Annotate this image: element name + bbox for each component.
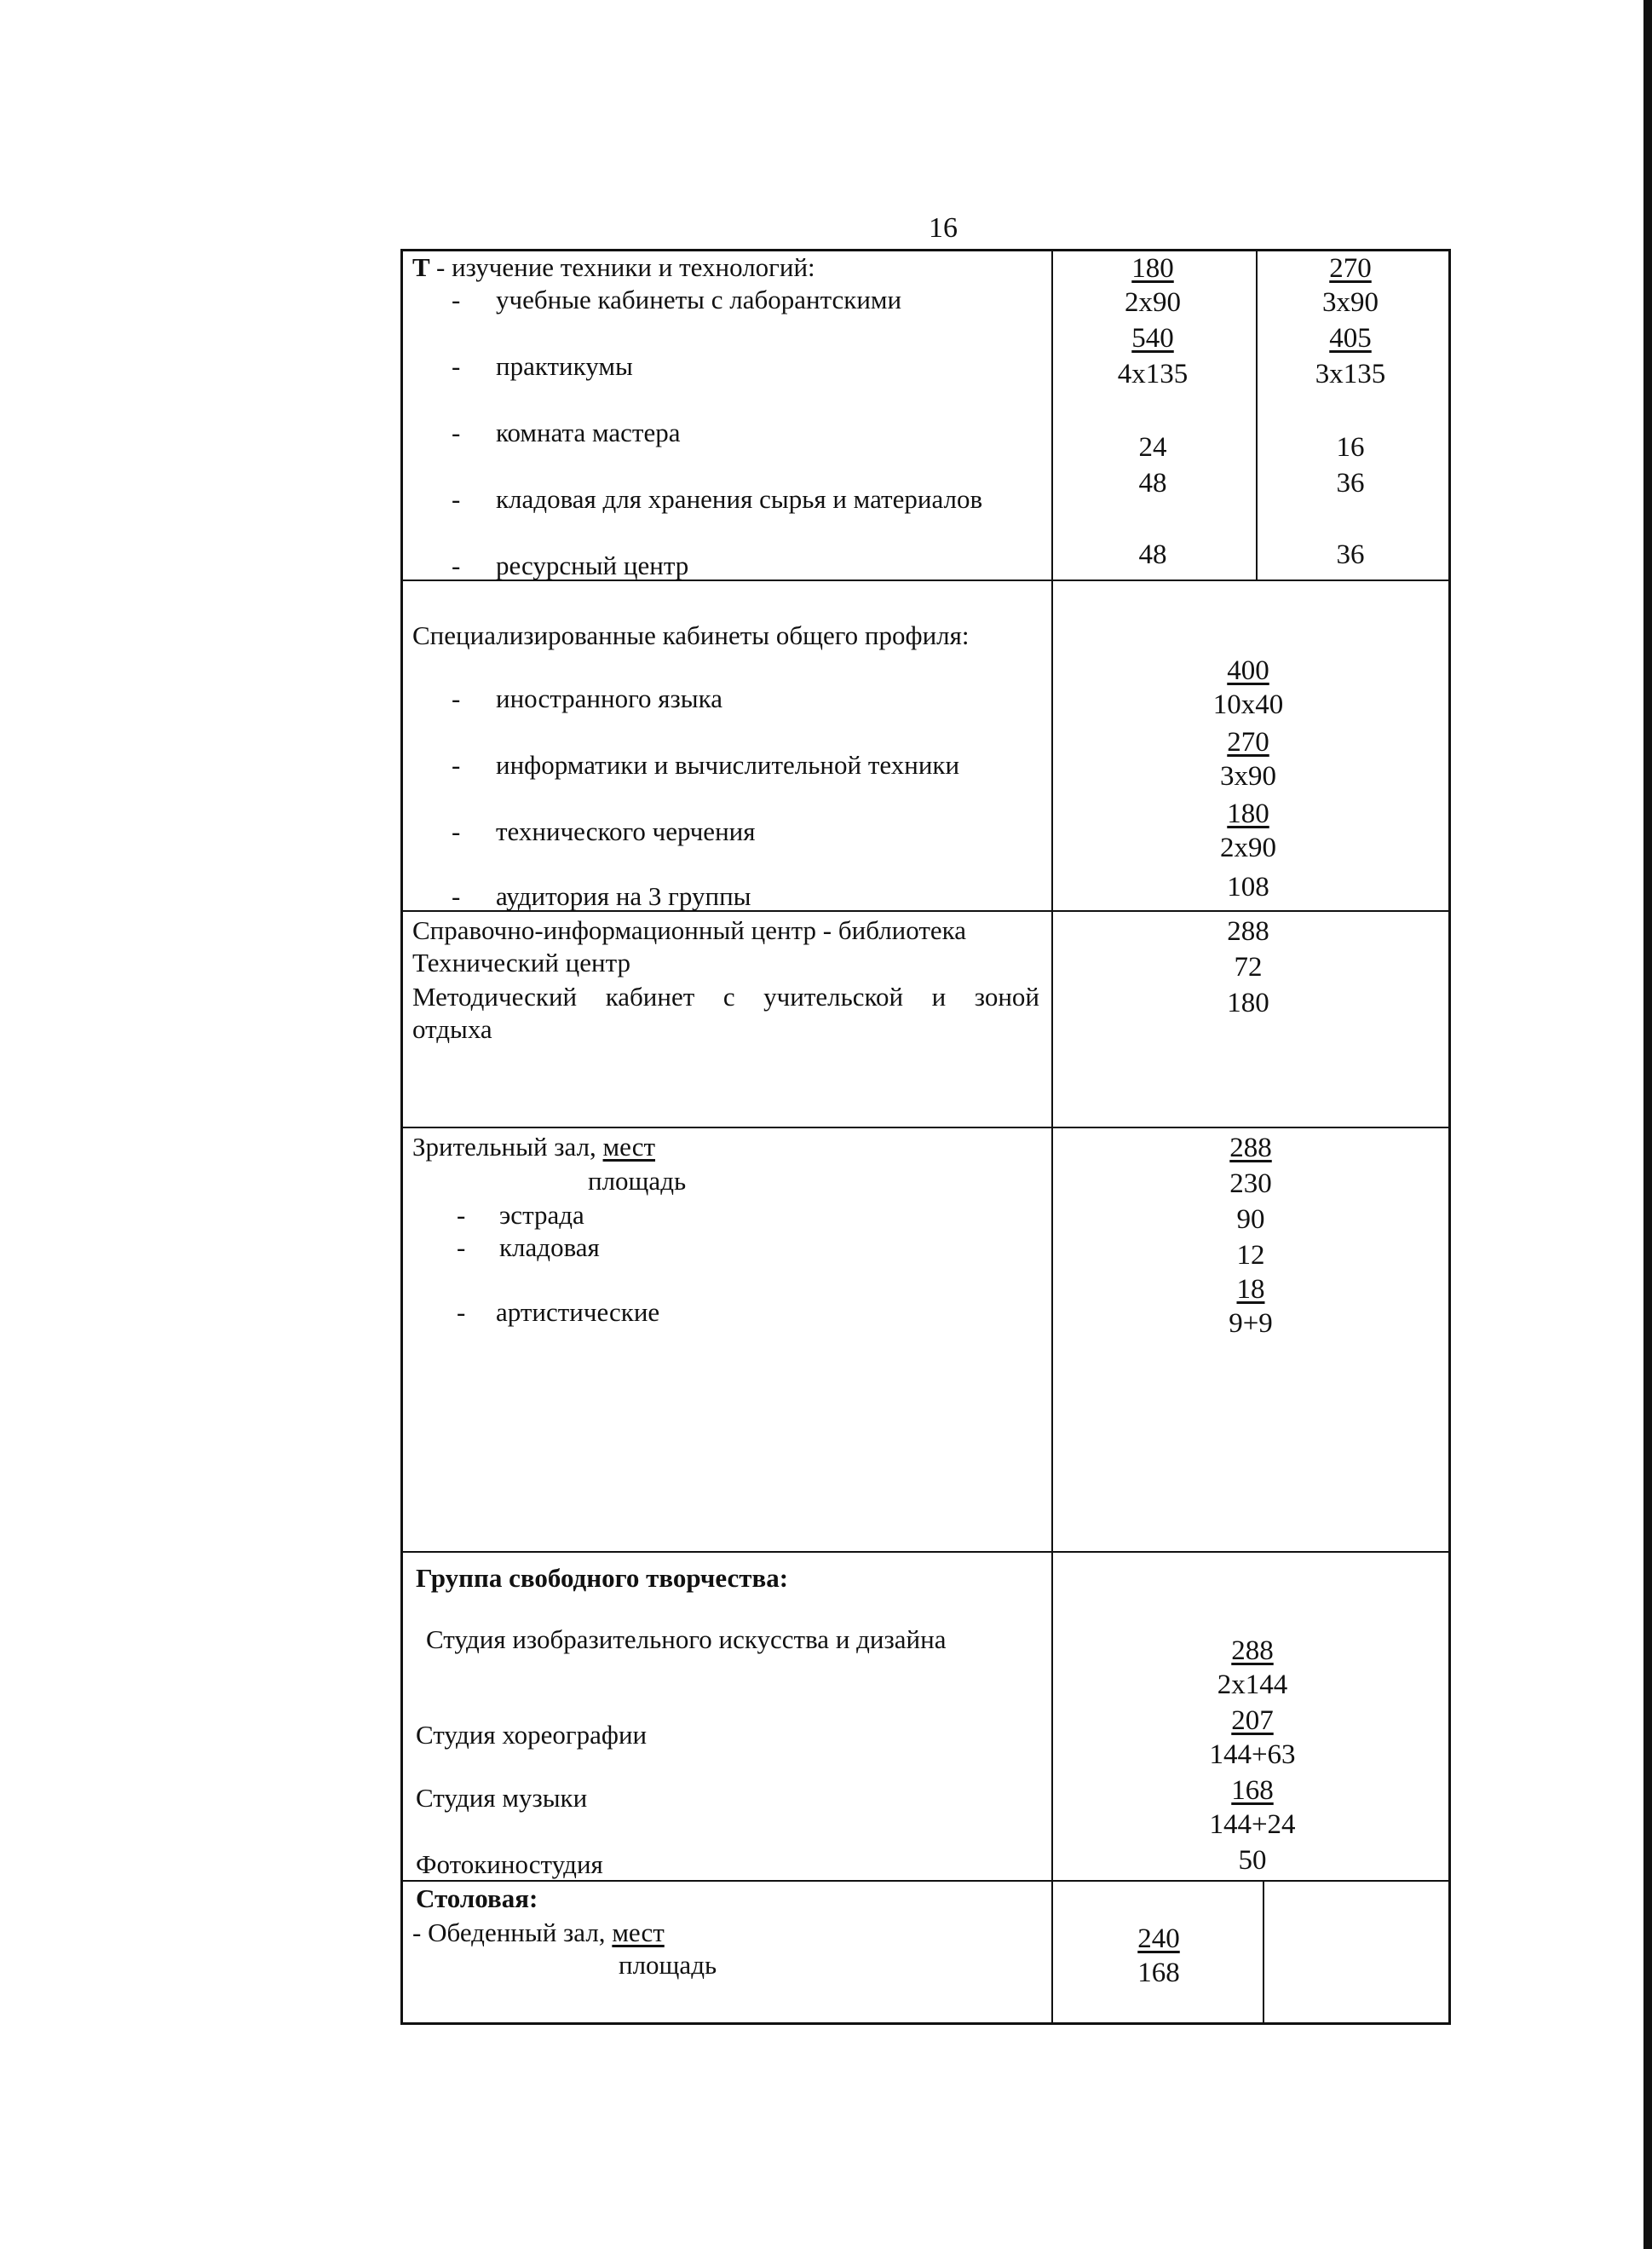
creative-item-top: 207 <box>1231 1705 1274 1736</box>
special-item-value: 108 <box>1227 872 1269 902</box>
t-item-label: учебные кабинеты с лаборантскими <box>496 285 902 314</box>
dash: - <box>452 881 461 911</box>
creative-title: Группа свободного творчества: <box>416 1563 789 1593</box>
canteen-hall-unit: мест <box>612 1917 665 1947</box>
library-v1: 288 <box>1227 916 1269 947</box>
t-item-c2: 36 <box>1336 539 1365 570</box>
special-item-bottom: 3x90 <box>1220 761 1276 792</box>
creative-item-label: Студия хореографии <box>416 1720 648 1750</box>
dash: - <box>452 484 461 514</box>
t-item-label: комната мастера <box>496 418 681 447</box>
canteen-title: Столовая: <box>416 1883 538 1913</box>
special-title: Специализированные кабинеты общего профиля: <box>412 620 970 650</box>
special-item-top: 400 <box>1227 655 1269 686</box>
special-item-label: технического черчения <box>496 816 756 846</box>
t-item-c2-bottom: 3x90 <box>1322 287 1379 318</box>
creative-item-top: 288 <box>1231 1635 1274 1666</box>
library-line1: Справочно-информационный центр - библиотека <box>412 915 967 945</box>
special-item-top: 270 <box>1227 727 1269 758</box>
t-item-label: ресурсный центр <box>496 551 689 580</box>
dash: - <box>452 285 461 314</box>
hall-title-text: Зрительный зал, <box>412 1132 596 1162</box>
creative-item-bottom: 144+24 <box>1209 1809 1296 1840</box>
creative-item-label: Студия музыки <box>416 1783 588 1813</box>
hall-v-art-bottom: 9+9 <box>1229 1308 1273 1339</box>
hall-v-store: 12 <box>1236 1240 1265 1271</box>
canteen-area-label: площадь <box>619 1950 717 1980</box>
canteen-hall <box>412 1917 665 1948</box>
hall-item-label: эстрада <box>499 1200 584 1230</box>
special-item-top: 180 <box>1227 799 1269 829</box>
hall-v-seats: 288 <box>1229 1133 1272 1163</box>
t-item-label: практикумы <box>496 351 633 381</box>
special-item-label: иностранного языка <box>496 683 722 713</box>
t-item-c1: 48 <box>1138 539 1167 570</box>
dash: - <box>457 1297 466 1327</box>
hall-v-stage: 90 <box>1236 1204 1265 1235</box>
special-item-label: аудитория на 3 группы <box>496 881 751 911</box>
dash: - <box>452 683 461 713</box>
dash: - <box>452 351 461 381</box>
hall-item-label: артистические <box>496 1297 660 1327</box>
special-item-bottom: 10x40 <box>1212 689 1284 720</box>
t-item-c2-bottom: 3x135 <box>1315 359 1386 389</box>
creative-item-bottom: 2x144 <box>1217 1669 1288 1700</box>
dash: - <box>452 418 461 447</box>
t-item-label: кладовая для хранения сырья и материалов <box>496 484 983 514</box>
page-number: 16 <box>929 212 958 244</box>
library-line2: Технический центр <box>412 948 631 977</box>
dash: - <box>452 816 461 846</box>
hall-v-art-top: 18 <box>1236 1274 1265 1305</box>
creative-item-label: Студия изобразительного искусства и дизайна <box>426 1624 947 1654</box>
t-item-c2: 36 <box>1336 468 1365 499</box>
library-line3b: отдыха <box>412 1014 492 1044</box>
canteen-v-seats: 240 <box>1137 1923 1180 1954</box>
t-item-c1: 24 <box>1138 432 1167 463</box>
t-item-c1-bottom: 2x90 <box>1125 287 1181 318</box>
canteen-hall-text: - Обеденный зал, <box>412 1917 606 1947</box>
special-item-bottom: 2x90 <box>1220 833 1276 863</box>
section-t-title: - изучение техники и технологий: <box>436 252 815 282</box>
section-t-letter: Т <box>412 252 430 282</box>
library-v2: 72 <box>1234 952 1263 983</box>
hall-v-area: 230 <box>1229 1168 1272 1199</box>
t-item-c1-bottom: 4x135 <box>1117 359 1189 389</box>
library-v3: 180 <box>1227 988 1269 1018</box>
scan-edge <box>1643 0 1652 2249</box>
creative-item-top: 168 <box>1231 1775 1274 1806</box>
hall-area-label: площадь <box>588 1166 687 1196</box>
special-item-label: информатики и вычислительной техники <box>496 750 960 780</box>
t-item-c2-top: 270 <box>1329 253 1372 284</box>
library-line3a: Методический кабинет с учительской и зоной <box>412 982 1039 1012</box>
dash: - <box>452 551 461 580</box>
creative-item-label: Фотокиностудия <box>416 1849 603 1879</box>
dash: - <box>457 1200 466 1230</box>
creative-item-value: 50 <box>1238 1845 1267 1876</box>
t-item-c1-top: 180 <box>1131 253 1174 284</box>
canteen-v-area: 168 <box>1137 1958 1180 1988</box>
t-item-c2: 16 <box>1336 432 1365 463</box>
hall-title <box>412 1132 655 1162</box>
creative-item-bottom: 144+63 <box>1209 1739 1296 1770</box>
t-item-c2-top: 405 <box>1329 323 1372 354</box>
hall-item-label: кладовая <box>499 1232 600 1262</box>
dash: - <box>452 750 461 780</box>
t-item-c1: 48 <box>1138 468 1167 499</box>
t-item-c1-top: 540 <box>1131 323 1174 354</box>
hall-title-unit: мест <box>602 1132 656 1162</box>
dash: - <box>457 1232 466 1262</box>
